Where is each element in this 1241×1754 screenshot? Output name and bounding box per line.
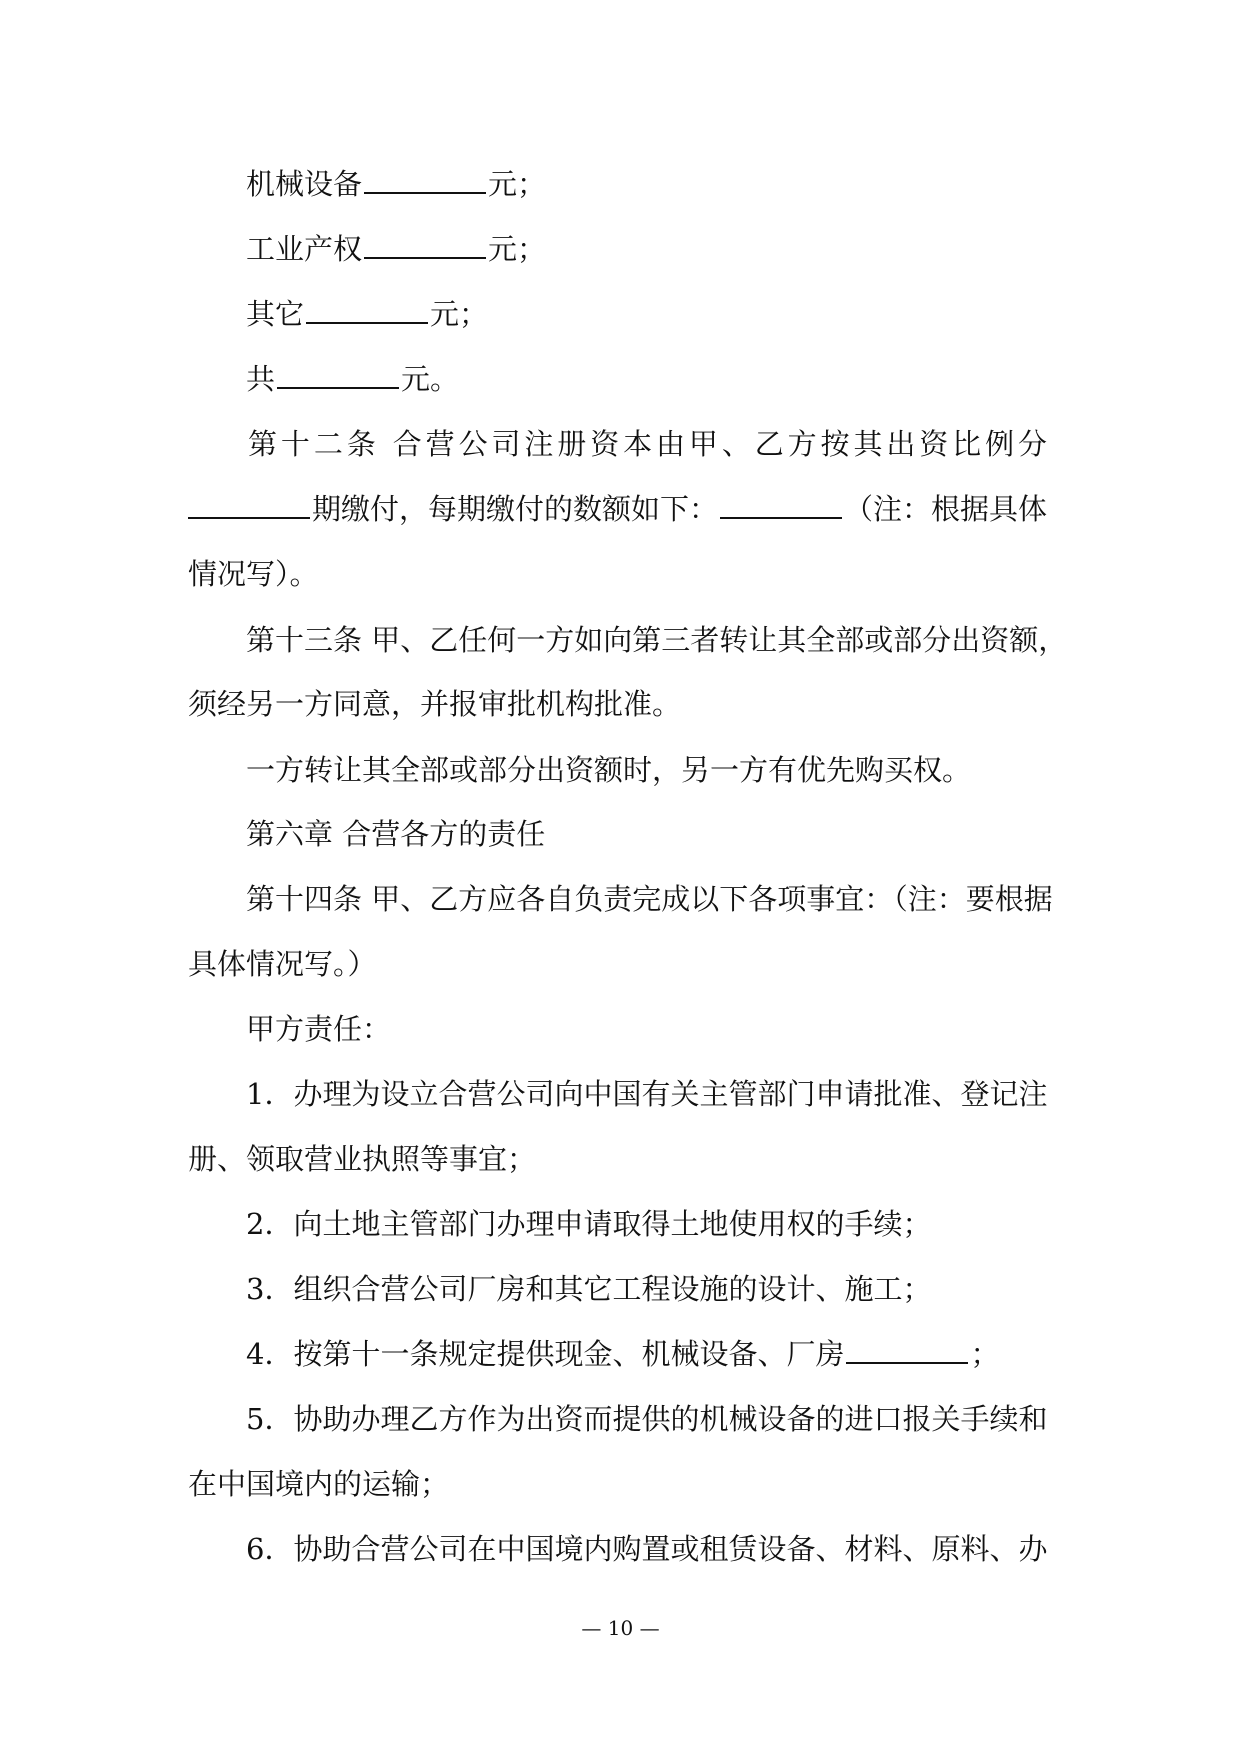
text: 第十三条 甲、乙任何一方如向第三者转让其全部或部分出资额， <box>246 623 1068 657</box>
text: （注：根据具体 <box>844 492 1048 526</box>
item-1-line-1 <box>246 1074 1047 1114</box>
page-number: — 10 — <box>581 1616 660 1640</box>
item-3 <box>246 1269 931 1309</box>
line-machinery <box>246 164 546 204</box>
item-5-line-2 <box>188 1464 449 1504</box>
item-1-line-2 <box>188 1139 536 1179</box>
item-2 <box>246 1204 931 1244</box>
text: ； <box>970 1337 1000 1371</box>
article-12-line-1 <box>248 424 1048 464</box>
text: 共 <box>246 362 276 396</box>
article-12-line-3 <box>188 554 319 594</box>
item-5-line-1 <box>246 1399 1047 1439</box>
text: 第十二条 合营公司注册资本由甲、乙方按其出资比例分 <box>248 427 1048 461</box>
item-6-line-1 <box>246 1529 1047 1569</box>
text: 元； <box>430 297 489 331</box>
article-13-line-1 <box>246 620 1067 660</box>
line-other <box>246 294 488 334</box>
article-14-line-2 <box>188 944 377 984</box>
fill-blank <box>364 233 486 259</box>
item-4 <box>246 1334 999 1374</box>
chapter-6-heading <box>246 814 545 854</box>
text: 甲方责任： <box>246 1012 392 1046</box>
text: 在中国境内的运输； <box>188 1467 450 1501</box>
text: 一方转让其全部或部分出资额时，另一方有优先购买权。 <box>246 753 972 787</box>
article-13-line-3 <box>246 750 971 790</box>
fill-blank <box>306 298 428 324</box>
fill-blank <box>846 1338 968 1364</box>
text: 第十四条 甲、乙方应各自负责完成以下各项事宜：（注：要根据 <box>246 882 1053 916</box>
text: 元； <box>488 232 547 266</box>
fill-blank <box>188 493 310 519</box>
text: 具体情况写。） <box>188 947 377 981</box>
text: 第六章 合营各方的责任 <box>246 817 546 851</box>
party-a-heading <box>246 1009 391 1049</box>
text: 须经另一方同意，并报审批机构批准。 <box>188 687 682 721</box>
text: 其它 <box>246 297 305 331</box>
text: 3．组织合营公司厂房和其它工程设施的设计、施工； <box>246 1272 932 1306</box>
fill-blank <box>277 363 399 389</box>
text: 1．办理为设立合营公司向中国有关主管部门申请批准、登记注 <box>246 1077 1048 1111</box>
fill-blank <box>720 493 842 519</box>
text: 2．向土地主管部门办理申请取得土地使用权的手续； <box>246 1207 932 1241</box>
text: 6．协助合营公司在中国境内购置或租赁设备、材料、原料、办 <box>246 1532 1048 1566</box>
text: 期缴付，每期缴付的数额如下： <box>312 492 719 526</box>
text: 机械设备 <box>246 167 363 201</box>
text: 工业产权 <box>246 232 363 266</box>
text: 情况写）。 <box>188 557 319 591</box>
text: 4．按第十一条规定提供现金、机械设备、厂房 <box>246 1337 845 1371</box>
article-12-line-2 <box>188 489 1047 529</box>
text: 5．协助办理乙方作为出资而提供的机械设备的进口报关手续和 <box>246 1402 1048 1436</box>
line-industrial-property <box>246 229 546 269</box>
fill-blank <box>364 168 486 194</box>
line-total <box>246 359 459 399</box>
text: 元。 <box>401 362 460 396</box>
article-13-line-2 <box>188 684 681 724</box>
article-14-line-1 <box>246 879 1053 919</box>
text: 元； <box>488 167 547 201</box>
text: 册、领取营业执照等事宜； <box>188 1142 537 1176</box>
